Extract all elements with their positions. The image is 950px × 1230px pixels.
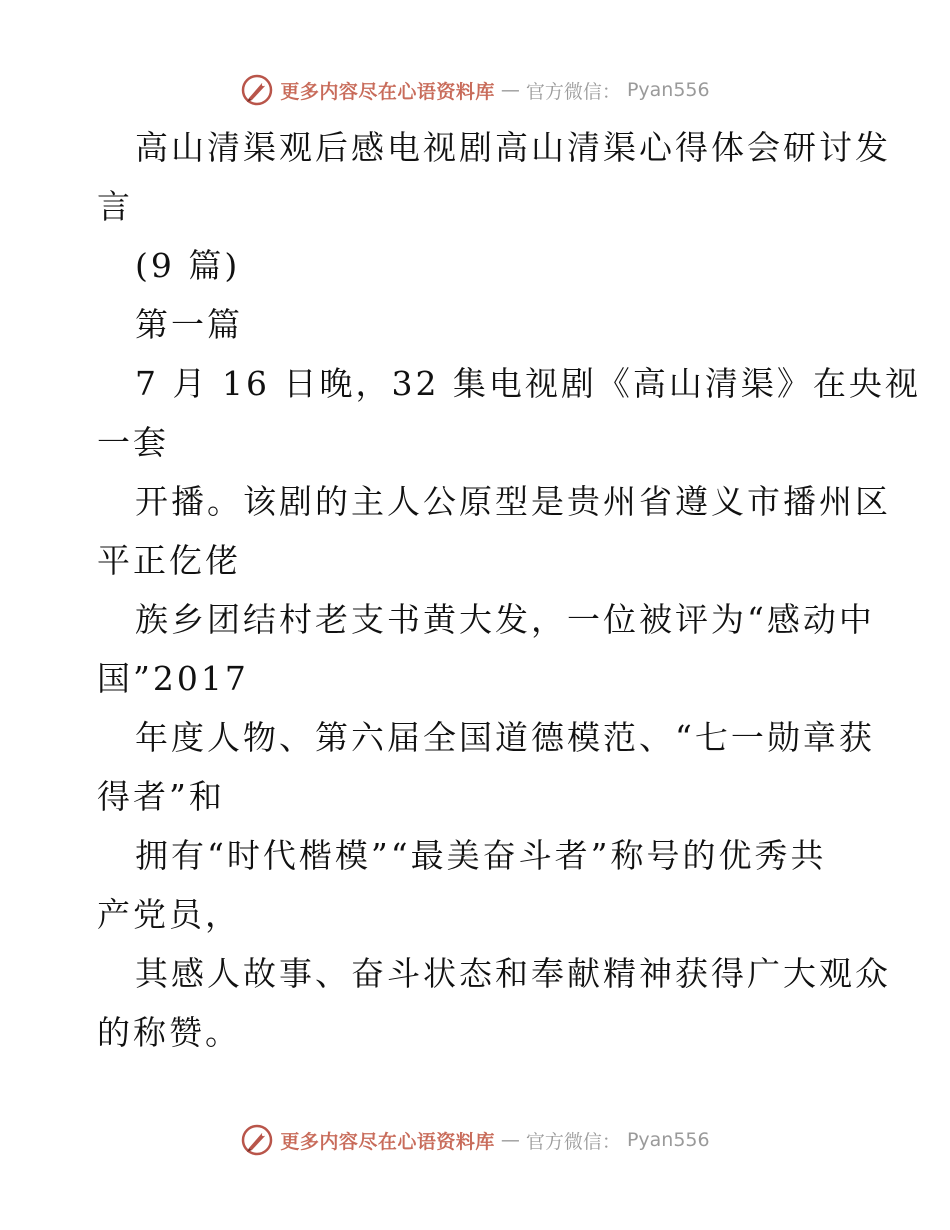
wechat-label: 官方微信： xyxy=(525,1130,621,1153)
wechat-label: 官方微信： xyxy=(525,80,621,103)
paragraph-line: 7 月 16 日晚，32 集电视剧《高山清渠》在央视 xyxy=(135,364,921,403)
paragraph-line: 得者”和 xyxy=(97,777,225,816)
article-count: (9 篇) xyxy=(135,246,241,285)
paragraph-line: 其感人故事、奋斗状态和奉献精神获得广大观众 xyxy=(135,954,891,993)
paragraph-line: 开播。该剧的主人公原型是贵州省遵义市播州区 xyxy=(135,482,891,521)
footer-banner xyxy=(0,1120,950,1160)
pen-logo-icon xyxy=(240,73,274,107)
paragraph-line: 的称赞。 xyxy=(97,1013,241,1052)
paragraph-line: 平正仡佬 xyxy=(97,541,241,580)
document-body xyxy=(97,118,921,1062)
promo-text: 更多内容尽在心语资料库 xyxy=(280,1130,495,1153)
paragraph-line: 拥有“时代楷模”“最美奋斗者”称号的优秀共 xyxy=(135,836,827,875)
banner-dash: — xyxy=(500,1129,520,1151)
paragraph-line: 产党员， xyxy=(97,895,241,934)
paragraph-line: 国”2017 xyxy=(97,659,249,698)
title-line-2: 言 xyxy=(97,187,133,226)
paragraph-line: 一套 xyxy=(97,423,169,462)
pen-logo-icon xyxy=(240,1123,274,1157)
section-heading: 第一篇 xyxy=(135,305,243,344)
banner-dash: — xyxy=(500,79,520,101)
promo-text: 更多内容尽在心语资料库 xyxy=(280,80,495,103)
title-line-1: 高山清渠观后感电视剧高山清渠心得体会研讨发 xyxy=(135,128,891,167)
paragraph-line: 年度人物、第六届全国道德模范、“七一勋章获 xyxy=(135,718,875,757)
paragraph-line: 族乡团结村老支书黄大发，一位被评为“感动中 xyxy=(135,600,875,639)
header-banner xyxy=(0,70,950,110)
wechat-id: Pyan556 xyxy=(626,79,710,101)
wechat-id: Pyan556 xyxy=(626,1129,710,1151)
